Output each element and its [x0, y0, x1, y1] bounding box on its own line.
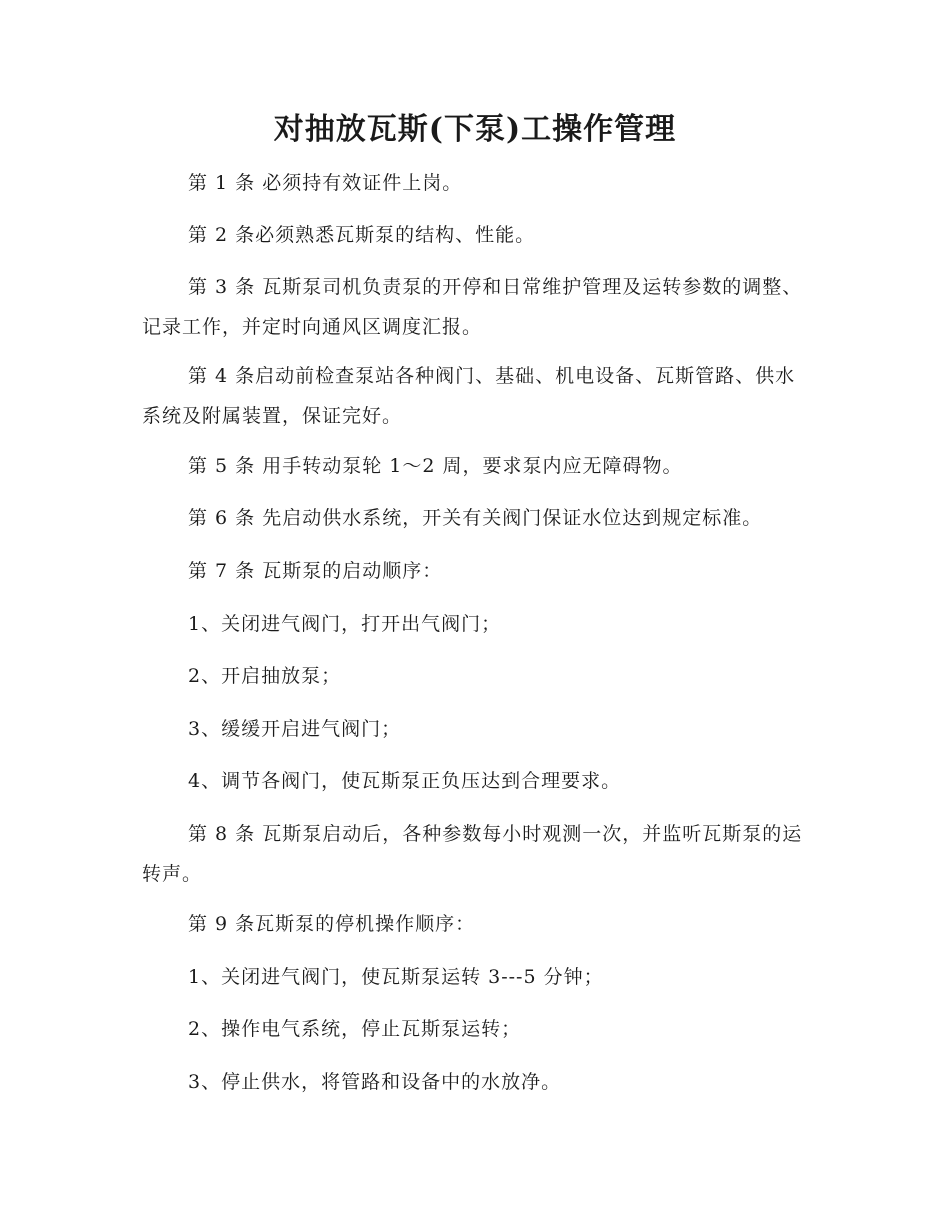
list-item-start-step-4: 4、调节各阀门，使瓦斯泵正负压达到合理要求。: [188, 770, 622, 792]
paragraph-article-5: 第 5 条 用手转动泵轮 1～2 周，要求泵内应无障碍物。: [188, 455, 683, 477]
document-title: 对抽放瓦斯(下泵)工操作管理: [273, 112, 677, 147]
paragraph-article-6: 第 6 条 先启动供水系统，开关有关阀门保证水位达到规定标准。: [188, 507, 763, 529]
list-item-start-step-3: 3、缓缓开启进气阀门；: [188, 718, 402, 740]
paragraph-article-7: 第 7 条 瓦斯泵的启动顺序：: [188, 560, 443, 582]
list-item-start-step-1: 1、关闭进气阀门，打开出气阀门；: [188, 613, 502, 635]
paragraph-article-8: 第 8 条 瓦斯泵启动后，各种参数每小时观测一次，并监听瓦斯泵的运转声。: [142, 823, 803, 885]
list-item-start-step-2: 2、开启抽放泵；: [188, 665, 342, 687]
list-item-stop-step-3: 3、停止供水，将管路和设备中的水放净。: [188, 1071, 562, 1093]
paragraph-article-9: 第 9 条瓦斯泵的停机操作顺序：: [188, 913, 476, 935]
list-item-stop-step-1: 1、关闭进气阀门，使瓦斯泵运转 3---5 分钟；: [188, 966, 604, 988]
paragraph-article-1: 第 1 条 必须持有效证件上岗。: [188, 172, 463, 194]
paragraph-article-4: 第 4 条启动前检查泵站各种阀门、基础、机电设备、瓦斯管路、供水系统及附属装置，保证完好。: [142, 365, 796, 427]
paragraph-article-2: 第 2 条必须熟悉瓦斯泵的结构、性能。: [188, 224, 536, 246]
paragraph-article-3: 第 3 条 瓦斯泵司机负责泵的开停和日常维护管理及运转参数的调整、记录工作，并定时向通风区调度汇报。: [142, 276, 803, 338]
list-item-stop-step-2: 2、操作电气系统，停止瓦斯泵运转；: [188, 1018, 522, 1040]
